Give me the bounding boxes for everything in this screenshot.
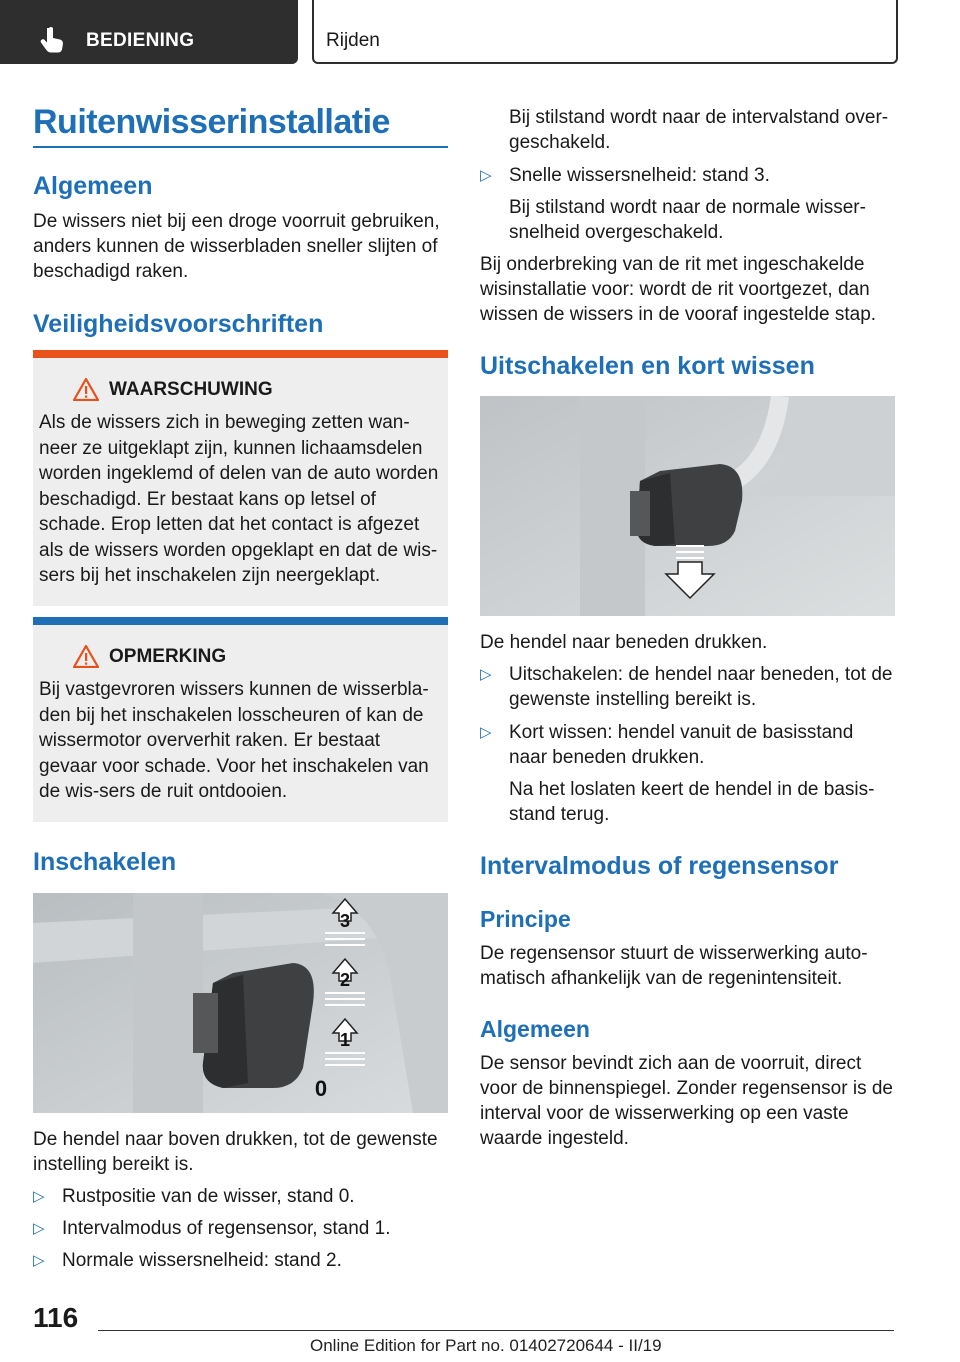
inschakelen-text: De hendel naar boven drukken, tot de gewenste instelling bereikt is.	[33, 1129, 438, 1175]
bullet-triangle-icon: ▷	[33, 1220, 45, 1237]
heading-principe: Principe	[480, 906, 571, 932]
interrupt-text: Bij onderbreking van de rit met ingeschakelde wisinstallatie voor: wordt de rit voortgezet, dan wissen de wissers in de vooraf ingestelde stap.	[480, 254, 877, 325]
hand-pointer-icon	[40, 26, 66, 54]
warning-text: Als de wissers zich in beweging zetten wan-neer ze uitgeklapt zijn, kunnen lichaamsdelen worden ingeklemd of delen van de auto worden beschadigd. Er bestaat kans op letsel of schade. Erop letten dat het contact is afgezet als de wissers worden opgeklapt en dat de wis-sers bij het inschakelen zijn neergeklapt.	[39, 412, 439, 586]
label-2: 2	[339, 970, 351, 990]
tab-rijden[interactable]	[312, 0, 898, 64]
bullet-triangle-icon: ▷	[480, 167, 492, 184]
warning-triangle-icon	[73, 378, 99, 401]
algemeen2-text: De sensor bevindt zich aan de voorruit, direct voor de binnenspiegel. Zonder regensensor is de interval voor de wisserwerking op een vaste waarde ingesteld.	[480, 1053, 893, 1149]
note-bar	[33, 617, 448, 625]
heading-inschakelen: Inschakelen	[33, 848, 177, 876]
bullet-triangle-icon: ▷	[480, 666, 492, 683]
bullet-sub-text: Na het loslaten keert de hendel in de basis-stand terug.	[509, 779, 875, 825]
tab-rijden-label: Rijden	[326, 30, 380, 51]
bullet-triangle-icon: ▷	[33, 1252, 45, 1269]
heading-veiligheid: Veiligheidsvoorschriften	[33, 310, 324, 338]
label-1: 1	[339, 1030, 351, 1050]
bullet-triangle-icon: ▷	[33, 1188, 45, 1205]
warning-bar	[33, 350, 448, 358]
uitschakelen-text: De hendel naar beneden drukken.	[480, 632, 768, 653]
footer-rule	[98, 1330, 894, 1331]
label-3: 3	[339, 911, 351, 931]
heading-algemeen: Algemeen	[33, 172, 153, 200]
bullet-triangle-icon: ▷	[480, 724, 492, 741]
footer-edition: Online Edition for Part no. 01402720644 - II/19	[310, 1336, 662, 1355]
warning-triangle-icon	[73, 645, 99, 668]
note-title: OPMERKING	[109, 646, 227, 667]
label-0: 0	[314, 1076, 328, 1101]
tab-bediening-label: BEDIENING	[86, 30, 195, 51]
principe-text: De regensensor stuurt de wisserwerking auto-matisch afhankelijk van de regenintensiteit.	[480, 943, 868, 989]
continued-text: Bij stilstand wordt naar de intervalstand over-geschakeld.	[509, 107, 889, 153]
tab-bediening[interactable]	[0, 0, 298, 64]
page-title: Ruitenwisserinstallatie	[33, 103, 390, 141]
heading-uitschakelen: Uitschakelen en kort wissen	[480, 352, 815, 380]
lever-down-illustration	[480, 396, 895, 616]
algemeen-text: De wissers niet bij een droge voorruit gebruiken, anders kunnen de wisserbladen sneller slijten of beschadigd raken.	[33, 211, 440, 282]
heading-intervalmodus: Intervalmodus of regensensor	[480, 852, 839, 880]
fast-sub-text: Bij stilstand wordt naar de normale wisser-snelheid overgeschakeld.	[509, 197, 866, 243]
page-number: 116	[33, 1302, 79, 1333]
figure-lever-down	[480, 396, 895, 616]
note-box	[33, 617, 448, 822]
title-rule	[33, 146, 448, 148]
warning-box	[33, 350, 448, 606]
heading-algemeen-2: Algemeen	[480, 1016, 590, 1042]
figure-lever-up	[33, 893, 448, 1113]
note-text: Bij vastgevroren wissers kunnen de wisserbla-den bij het inschakelen losscheuren of kan de wissermotor oververhit raken. Er bestaat gevaar voor schade. Voor het inschakelen van de wis-sers de ruit ontdooien.	[39, 679, 429, 802]
lever-illustration	[33, 893, 448, 1113]
header-tabs	[0, 0, 960, 66]
warning-title: WAARSCHUWING	[109, 379, 273, 400]
